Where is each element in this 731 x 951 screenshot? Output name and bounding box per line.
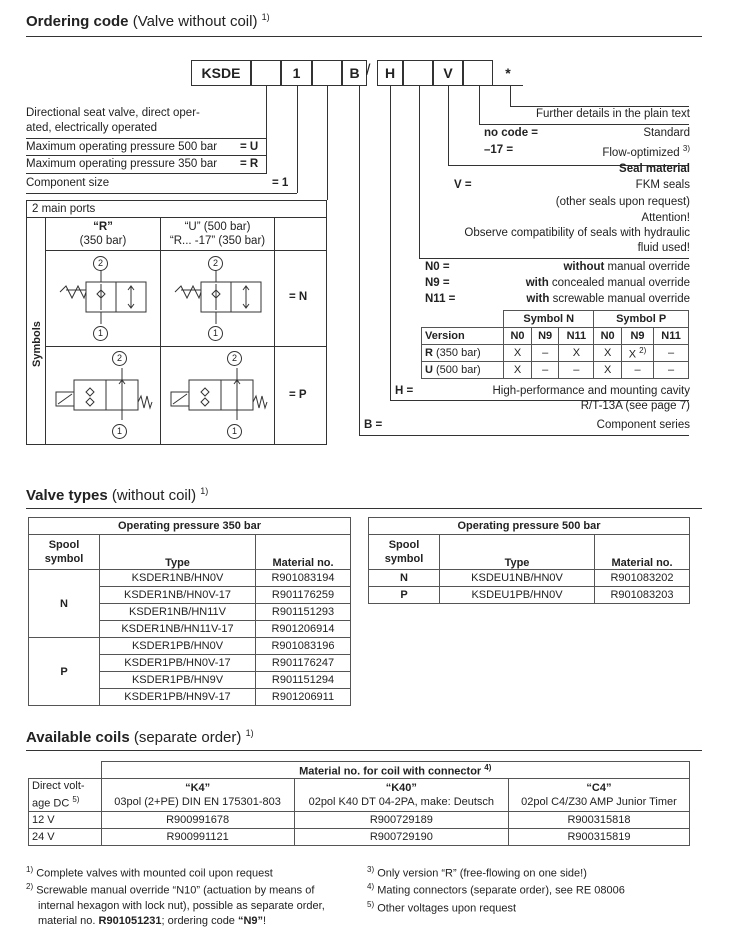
footnote-2: $^{2)}$ Screwable manual override “N10” (actuation by means of internal hexagon with lock nut), possible as separate order, material no. R901051231; ordering code “N9”! (26, 882, 325, 927)
connector-series (359, 86, 360, 436)
connector-seal (448, 86, 449, 166)
cell: X (504, 345, 532, 362)
spool-header: Spool symbol (369, 535, 440, 570)
connector-series-h (359, 435, 689, 436)
type-cell: KSDEU1PB/HN0V (440, 587, 595, 604)
code-box-pressure (251, 60, 281, 86)
component-size-code: = 1 (272, 177, 289, 189)
material-cell: R900729189 (294, 811, 508, 828)
valve-types-heading: Valve types (without coil) $^{1)}$ (26, 486, 209, 504)
p350-rule (26, 173, 266, 174)
ordering-code-heading: Ordering code (Valve without coil) $^{1)}$ (26, 12, 270, 30)
type-header: Type (440, 535, 595, 570)
cell: – (654, 362, 689, 379)
footnote-4: $^{4)}$ Mating connectors (separate order), see RE 08006 (367, 882, 625, 897)
type-cell: KSDER1NB/HN0V-17 (100, 587, 256, 604)
port-1-marker: 1 (93, 326, 108, 341)
code-box-size: 1 (281, 60, 312, 86)
symbols-col-divider (45, 217, 46, 445)
connector-option (479, 86, 480, 124)
no-code-label: no code = (484, 127, 538, 139)
cell: X (594, 345, 622, 362)
spool-symbol: N (29, 570, 100, 638)
table-row (29, 638, 351, 655)
material-cell: R900991678 (101, 811, 294, 828)
type-cell: KSDER1PB/HN9V-17 (100, 689, 256, 706)
header-rule (45, 250, 327, 251)
minus17-value: Flow-optimized $^{3)}$ (602, 144, 690, 159)
col-header: N0 (594, 328, 622, 345)
material-cell: R900991121 (101, 828, 294, 845)
heading-rule (26, 508, 702, 509)
material-cell: R900315818 (508, 811, 689, 828)
col-header: N0 (504, 328, 532, 345)
other-seals: (other seals upon request) (555, 196, 690, 208)
connector-override-h (419, 258, 689, 259)
table-row (422, 345, 689, 362)
voltage-cell: 24 V (29, 828, 102, 845)
material-cell: R901206914 (256, 621, 351, 638)
n0-value: without manual override (563, 261, 690, 273)
dc-header: Direct volt- age DC $^{5)}$ (29, 779, 102, 812)
material-cell: R900729190 (294, 828, 508, 845)
h-line-1: High-performance and mounting cavity (492, 385, 690, 397)
footnote-3: $^{3)}$ Only version “R” (free-flowing on one side!) (367, 865, 587, 880)
n11-label: N11 = (425, 293, 456, 305)
pressure-350-code: = R (240, 158, 259, 170)
pressure-500-code: = U (240, 141, 259, 153)
col-u-sub: “R... -17” (350 bar) (169, 235, 266, 247)
cell: – (654, 345, 689, 362)
row-label: U (500 bar) (422, 362, 504, 379)
material-header: Material no. (256, 535, 351, 570)
footnote-5: $^{5)}$ Other voltages upon request (367, 900, 516, 915)
cell: – (559, 362, 594, 379)
n11-value: with screwable manual override (526, 293, 690, 305)
h-line-2: R/T-13A (see page 7) (580, 400, 690, 412)
r-u-divider (160, 217, 161, 445)
component-size-label: Component size (26, 177, 110, 189)
spool-symbol: N (369, 570, 440, 587)
k4-header: “K4” 03pol (2+PE) DIN EN 175301-803 (101, 779, 294, 812)
further-details: Further details in the plain text (535, 108, 690, 120)
table-title: Operating pressure 500 bar (369, 518, 690, 535)
table-title: Operating pressure 350 bar (29, 518, 351, 535)
symbol-n-r-diagram (50, 262, 156, 332)
description-line-1: Directional seat valve, direct oper- (26, 107, 200, 119)
fkm-seals: FKM seals (635, 179, 690, 191)
code-box-kspde: KSDE (191, 60, 251, 86)
table-row (369, 570, 690, 587)
c4-header: “C4” 02pol C4/Z30 AMP Junior Timer (508, 779, 689, 812)
type-cell: KSDER1NB/HN11V (100, 604, 256, 621)
v-label: V = (454, 179, 472, 191)
col-r-title: “R” (93, 221, 113, 233)
cell: X (594, 362, 622, 379)
col-header: N11 (654, 328, 689, 345)
symbol-n-header: Symbol N (504, 311, 594, 328)
connector-h (390, 86, 391, 400)
seal-material-heading: Seal material (619, 163, 690, 175)
material-cell: R901206911 (256, 689, 351, 706)
type-header: Type (100, 535, 256, 570)
code-box-seal: V (433, 60, 463, 86)
connector-symbol (327, 86, 328, 200)
row-rule (45, 346, 327, 347)
code-box-series: B (342, 60, 367, 86)
spool-header: Spool symbol (29, 535, 100, 570)
attention: Attention! (641, 212, 690, 224)
version-table (421, 310, 689, 379)
type-cell: KSDER1NB/HN11V-17 (100, 621, 256, 638)
heading-rule (26, 750, 702, 751)
material-cell: R901176247 (256, 655, 351, 672)
coils-table (28, 761, 690, 846)
table-row (29, 570, 351, 587)
col-header: N9 (531, 328, 559, 345)
cell: X (504, 362, 532, 379)
desc-rule (26, 138, 266, 139)
code-box-option (463, 60, 493, 86)
cell: – (531, 345, 559, 362)
b-value: Component series (596, 419, 690, 431)
symbol-p-code: = P (289, 389, 307, 401)
voltage-cell: 12 V (29, 811, 102, 828)
connector-further-h (510, 106, 689, 107)
port-2-marker: 2 (227, 351, 242, 366)
h-label: H = (395, 385, 414, 397)
material-cell: R901083202 (595, 570, 690, 587)
size-rule (26, 193, 297, 194)
connector-further (510, 86, 511, 107)
material-cell: R901176259 (256, 587, 351, 604)
col-u-title: “U” (500 bar) (184, 221, 251, 233)
observe-note: Observe compatibility of seals with hydraulic (464, 227, 690, 239)
symbol-p-header: Symbol P (594, 311, 689, 328)
col-header: N9 (621, 328, 653, 345)
footnote-1: $^{1)}$ Complete valves with mounted coil upon request (26, 865, 273, 880)
symbol-n-code: = N (289, 291, 308, 303)
connector-size (297, 86, 298, 193)
b-label: B = (364, 419, 383, 431)
code-box-further: * (493, 60, 523, 86)
material-cell: R901083196 (256, 638, 351, 655)
connector-override (419, 86, 420, 258)
table-row (422, 362, 689, 379)
code-box-override (403, 60, 433, 86)
cell: X $^{2)}$ (621, 345, 653, 362)
cell: X (559, 345, 594, 362)
code-box-symbol (312, 60, 342, 86)
fluid-used: fluid used! (637, 242, 690, 254)
n9-value: with concealed manual override (525, 277, 690, 289)
connector-option-h (479, 124, 689, 125)
coils-header: Material no. for coil with connector $^{4)}$ (101, 762, 690, 779)
main-ports-rule (26, 217, 327, 218)
type-cell: KSDER1PB/HN0V (100, 638, 256, 655)
port-2-marker: 2 (93, 256, 108, 271)
coils-heading: Available coils (separate order) $^{1)}$ (26, 728, 254, 746)
type-cell: KSDER1PB/HN9V (100, 672, 256, 689)
material-cell: R901083203 (595, 587, 690, 604)
table-row (29, 828, 690, 845)
material-cell: R901083194 (256, 570, 351, 587)
connector-pressure (266, 86, 267, 174)
port-2-marker: 2 (112, 351, 127, 366)
type-cell: KSDEU1NB/HN0V (440, 570, 595, 587)
n9-label: N9 = (425, 277, 450, 289)
spool-symbol: P (369, 587, 440, 604)
port-1-marker: 1 (112, 424, 127, 439)
u-code-divider (274, 217, 275, 445)
symbol-p-r-diagram (52, 358, 156, 432)
cell: – (531, 362, 559, 379)
material-cell: R901151293 (256, 604, 351, 621)
port-1-marker: 1 (227, 424, 242, 439)
symbol-n-u-diagram (165, 262, 271, 332)
pressure-350-label: Maximum operating pressure 350 bar (26, 158, 218, 170)
pressure-500-label: Maximum operating pressure 500 bar (26, 141, 218, 153)
port-2-marker: 2 (208, 256, 223, 271)
material-cell: R900315819 (508, 828, 689, 845)
minus17-label: –17 = (484, 144, 514, 156)
port-1-marker: 1 (208, 326, 223, 341)
k40-header: “K40” 02pol K40 DT 04-2PA, make: Deutsch (294, 779, 508, 812)
table-row (369, 587, 690, 604)
description-line-2: ated, electrically operated (26, 122, 158, 134)
spool-symbol: P (29, 638, 100, 706)
symbols-vertical-label: Symbols (31, 321, 43, 367)
code-slash: / (366, 62, 371, 79)
p500-rule (26, 155, 266, 156)
code-box-h: H (377, 60, 403, 86)
type-cell: KSDER1PB/HN0V-17 (100, 655, 256, 672)
table-row (29, 811, 690, 828)
n0-label: N0 = (425, 261, 450, 273)
row-label: R (350 bar) (422, 345, 504, 362)
material-cell: R901151294 (256, 672, 351, 689)
col-r-sub: (350 bar) (79, 235, 127, 247)
version-header: Version (422, 328, 504, 345)
valve-table-350 (28, 517, 351, 706)
symbol-p-u-diagram (167, 358, 271, 432)
type-cell: KSDER1NB/HN0V (100, 570, 256, 587)
cell: – (621, 362, 653, 379)
col-header: N11 (559, 328, 594, 345)
no-code-value: Standard (643, 127, 690, 139)
main-ports-label: 2 main ports (32, 203, 96, 215)
valve-table-500 (368, 517, 690, 604)
heading-rule (26, 36, 702, 37)
material-header: Material no. (595, 535, 690, 570)
